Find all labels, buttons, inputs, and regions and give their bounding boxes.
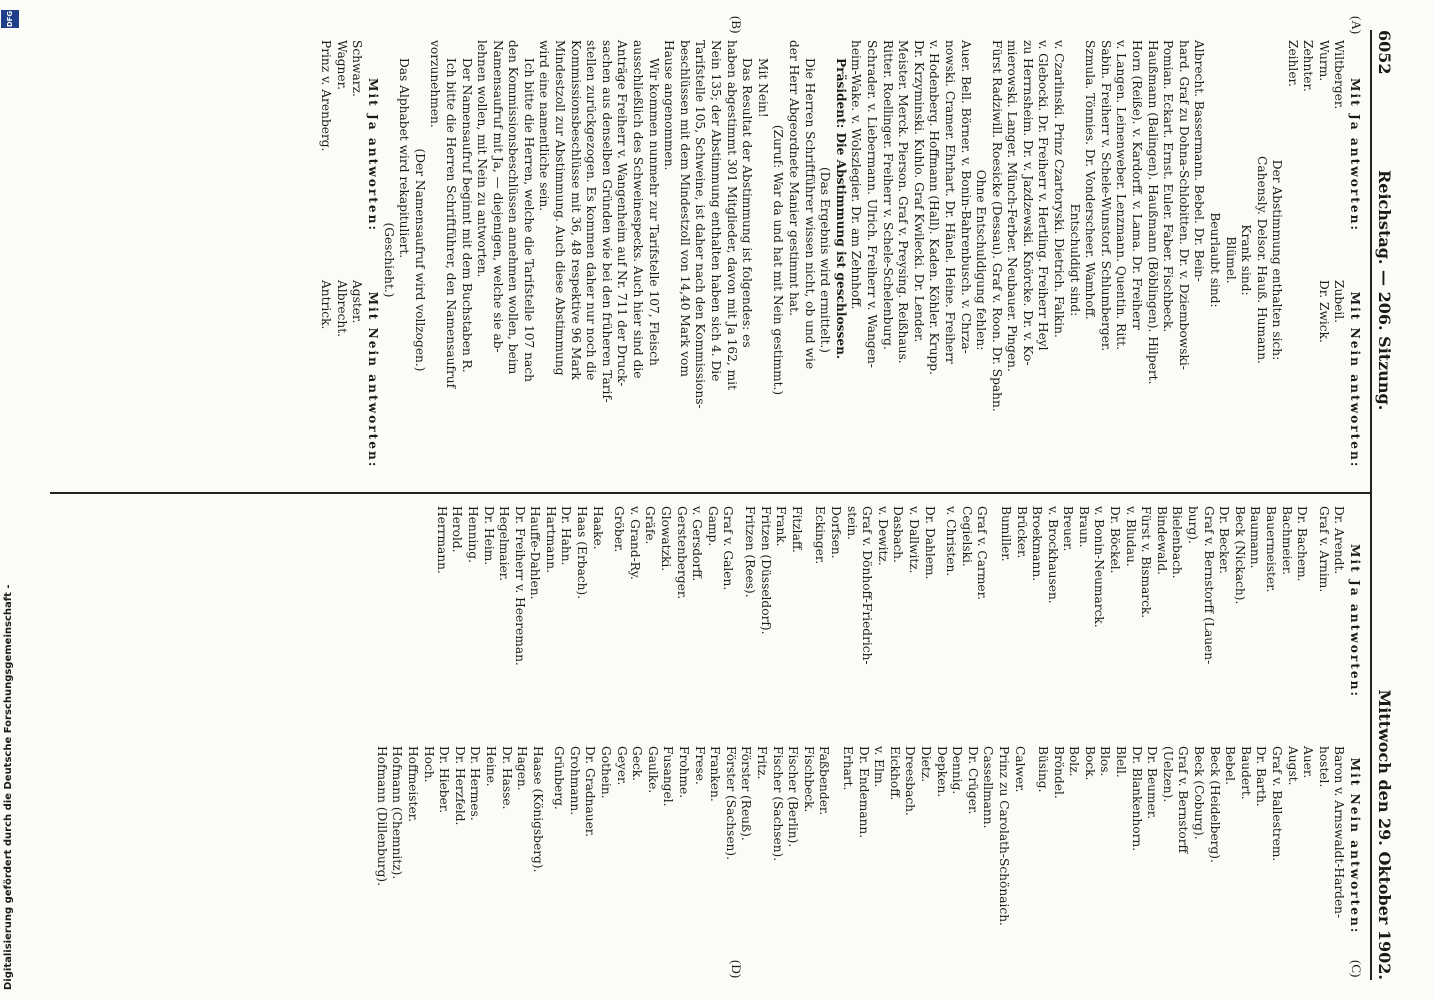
- list-item: Dr. Gradnauer.: [583, 746, 598, 838]
- list-item: Dr. Heim.: [481, 506, 496, 566]
- ja-heading: Mit Ja antworten:: [1348, 543, 1362, 699]
- list-item: Fischer (Sachsen).: [770, 746, 785, 862]
- list-item: Fritzen (Düsseldorf).: [758, 506, 773, 635]
- list-item: Hofmann (Dillenburg).: [374, 746, 389, 887]
- text-line: Albrecht. Bassermann. Bebel. Dr. Bein-: [1192, 40, 1207, 282]
- nein-heading: Mit Nein antworten:: [365, 291, 380, 469]
- ja-list: [433, 506, 1362, 736]
- vacation-heading: Beurlaubt sind:: [1208, 212, 1223, 308]
- list-item: Wurm.: [1316, 40, 1331, 82]
- text-line: wird eine namentliche sein.: [537, 40, 552, 212]
- list-item: Graf v. Ballestrem.: [1270, 746, 1285, 862]
- list-spacer: [937, 506, 943, 736]
- list-item: Herrmann.: [434, 506, 449, 574]
- list-item: Calwer.: [1012, 746, 1027, 793]
- text-line: Auer. Bell. Börner. v. Bonin-Bahrenbusch. v. Chrza-: [958, 40, 973, 354]
- text-line: Mindestzoll zur Abstimmung. Auch diese Abstimmung: [553, 40, 568, 376]
- list-item: Dr. Freiherr v. Heereman.: [512, 506, 527, 666]
- text-line: vorzunehmen.: [428, 40, 443, 128]
- list-item: Prinz v. Arenberg.: [319, 40, 334, 152]
- text-line: heim-Wake. v. Wolszlegier. Dr. am Zehnhoff.: [849, 40, 864, 310]
- list-item: Beck (Nickach).: [1232, 506, 1247, 605]
- list-item: Depken.: [934, 746, 949, 798]
- text-line: Das Resultat der Abstimmung ist folgendes: es: [740, 58, 755, 348]
- list-item: Förster (Sachsen).: [723, 746, 738, 861]
- list-item: Förster (Reuß).: [739, 746, 754, 841]
- list-item: Broekmann.: [1030, 506, 1045, 582]
- list-item: Gothein.: [599, 746, 614, 799]
- text-line: den Kommissionsbeschlüssen annehmen wollen, beim: [506, 40, 521, 375]
- list-item: Herold.: [450, 506, 465, 553]
- text-line: Haußmann (Balingen). Haußmann (Böblingen). Hilpert.: [1145, 40, 1160, 385]
- list-item: Gräfe.: [643, 506, 658, 545]
- list-item: Dr. Endemann.: [856, 746, 871, 839]
- excused-heading: Entschuldigt sind:: [1067, 203, 1082, 317]
- list-item: Dr. Herzfeld.: [452, 746, 467, 826]
- funding-strip: [0, 0, 22, 1000]
- list-item: Dennig.: [950, 746, 965, 795]
- list-item: Hoffmeister.: [405, 746, 420, 823]
- list-item: Dr. Barth.: [1254, 746, 1269, 807]
- text-line: Wir kommen nunmehr zur Tarifstelle 107, Fleisch: [646, 58, 661, 366]
- text-line: Der Namensaufruf beginnt mit dem Buchstaben R.: [459, 58, 474, 373]
- text-line: Meister. Merck. Pierson. Graf v. Preysing. Reißhaus.: [896, 40, 911, 364]
- list-item: Dietz.: [918, 746, 933, 783]
- marker-c: (C): [1349, 960, 1364, 978]
- list-item: Dreesbach.: [903, 746, 918, 816]
- list-item: Albrecht.: [334, 280, 349, 337]
- list-item: Bumiller.: [998, 506, 1013, 562]
- list-item: Zubeil.: [1332, 280, 1347, 324]
- list-item: Graf v. Dönhoff-Friedrich-: [860, 506, 875, 665]
- text-line: Blümel.: [1223, 236, 1238, 284]
- text-line: v. Hodenberg. Hoffmann (Hall). Kaden. Köhler. Krupp.: [927, 40, 942, 375]
- nein-heading: Mit Nein antworten:: [1348, 757, 1362, 935]
- column-rule: [50, 492, 1370, 494]
- list-item: Grohmann.: [567, 746, 582, 816]
- list-item: Augst.: [1285, 746, 1300, 786]
- list-item: Bebel.: [1223, 746, 1238, 785]
- list-item: Dr. Böckel.: [1108, 506, 1123, 574]
- list-item: Fusangel.: [661, 746, 676, 807]
- list-item: stein.: [844, 506, 859, 540]
- list-item: Zeihler.: [1286, 40, 1300, 87]
- list-item: Cegielski.: [959, 506, 974, 567]
- list-item: Frese.: [692, 746, 707, 785]
- list-item: Graf v. Carmer.: [975, 506, 990, 600]
- list-item: Prinz zu Carolath-Schönaich.: [996, 746, 1011, 926]
- text-line: Hause angenommen.: [662, 40, 677, 171]
- list-item: Hartmann.: [543, 506, 558, 574]
- text-line: nowski. Cramer. Ehrhart. Dr. Hänel. Heine. Freiherr: [942, 40, 957, 364]
- funding-note: Digitalisierung gefördert durch die Deutsche Forschungsgemeinschaft -: [3, 584, 14, 990]
- list-item: hostel.: [1316, 746, 1331, 788]
- list-item: Fürst v. Bismarck.: [1139, 506, 1154, 619]
- list-item: Graf v. Bernstorff (Lauen-: [1201, 506, 1216, 665]
- text-line: Namensaufruf mit Ja, — diejenigen, welche sie ab-: [490, 40, 505, 353]
- text-line: Tarifstelle 105, Schweine, ist daher nach den Kommissions-: [693, 40, 708, 409]
- text-line: Schrader. v. Liebermann. Ulrich. Freiherr v. Wangen-: [864, 40, 879, 368]
- list-item: Wagner.: [334, 40, 349, 90]
- nein-list: [373, 746, 1362, 946]
- abstain-heading: Der Abstimmung enthalten sich:: [1270, 159, 1285, 361]
- vote-block-2: [318, 40, 380, 480]
- vote-block-1: [1300, 40, 1362, 480]
- list-item: Braun.: [1076, 506, 1091, 548]
- list-item: Dr. Crüger.: [965, 746, 980, 815]
- list-item: Cassellmann.: [981, 746, 996, 829]
- list-item: Haake.: [590, 506, 605, 550]
- list-item: Dasbach.: [891, 506, 906, 563]
- list-item: Auer.: [1301, 746, 1316, 779]
- list-item: Franken.: [708, 746, 723, 802]
- list-item: Baumann.: [1248, 506, 1263, 569]
- list-item: v. Brockhausen.: [1045, 506, 1060, 604]
- list-item: Graf v. Galen.: [721, 506, 736, 591]
- text-line: Kommissionsbeschlüsse mit 36, 48 respektive 96 Mark: [568, 40, 583, 380]
- list-item: Bachmeier.: [1279, 506, 1294, 576]
- list-item: Brücker.: [1014, 506, 1029, 559]
- list-item: Hegelmaier.: [497, 506, 512, 582]
- list-item: Frohme.: [677, 746, 692, 799]
- header-rule: [1370, 30, 1372, 980]
- marker-a: (A): [1349, 16, 1364, 35]
- text-line: hard. Graf zu Dohna-Schlobitten. Dr. v. Dziembowski-: [1176, 40, 1191, 370]
- list-item: v. Gersdorff.: [690, 506, 705, 582]
- list-item: Dr. Zwick.: [1316, 280, 1331, 343]
- list-item: Gaulke.: [645, 746, 660, 794]
- list-item: Baron v. Arnswaldt-Harden-: [1332, 746, 1347, 919]
- text-line: lehnen wollen, mit Nein zu antworten.: [475, 40, 490, 278]
- list-item: Hofmann (Chemnitz).: [390, 746, 405, 880]
- ja-heading: Mit Ja antworten:: [1348, 77, 1362, 233]
- text-line: Anträge Freiherr v. Wangenheim auf Nr. 711 der Druck-: [615, 40, 630, 387]
- list-item: Graf v. Arnim.: [1316, 506, 1331, 593]
- page-header: [1358, 30, 1394, 980]
- text-line: Sabin. Freiherr v. Schele-Wunstorf. Schlumberger.: [1098, 40, 1113, 352]
- list-item: Bolz.: [1067, 746, 1082, 777]
- list-item: Geyer.: [614, 746, 629, 786]
- nein-heading: Mit Nein antworten:: [1348, 291, 1362, 469]
- list-item: Blell.: [1114, 746, 1129, 778]
- list-item: Dr. Hasse.: [499, 746, 514, 810]
- list-item: v. Grand-Ry.: [627, 506, 642, 580]
- list-item: Faßbender.: [817, 746, 832, 816]
- list-item: Gerstenberger.: [674, 506, 689, 600]
- list-item: v. Bludau.: [1123, 506, 1138, 567]
- list-item: Henning.: [465, 506, 480, 563]
- list-item: Dr. Becker.: [1217, 506, 1232, 574]
- list-item: Haas (Erbach).: [575, 506, 590, 600]
- text-line: v. Langen. Leinenweber. Lenzmann. Quentin. Ritt.: [1114, 40, 1129, 350]
- list-item: Wiltberger.: [1332, 40, 1347, 110]
- list-item: Büsing.: [1036, 746, 1051, 793]
- list-item: Fischbeck.: [801, 746, 816, 813]
- text-line: ausschließlich des Schweinespecks. Auch hier sind die: [631, 40, 646, 379]
- marker-b: (B): [729, 16, 744, 34]
- list-item: Hauffe-Dahlen.: [528, 506, 543, 600]
- list-spacer: [545, 746, 551, 946]
- list-item: Beck (Coburg).: [1192, 746, 1207, 840]
- list-item: Fitzlaff.: [789, 506, 804, 553]
- text-line: v. Czarlinski. Prinz Czartoryski. Dietrich. Falkin.: [1052, 40, 1067, 338]
- list-item: burg).: [1186, 506, 1201, 544]
- unexcused-heading: Ohne Entschuldigung fehlen:: [974, 169, 989, 351]
- list-item: v. Christen.: [944, 506, 959, 577]
- list-item: Beck (Heidelberg).: [1207, 746, 1222, 863]
- list-item: Bindewald.: [1154, 506, 1169, 575]
- text-line: der Herr Abgeordnete Manier gestimmt hat.: [787, 40, 801, 316]
- list-item: Gamp.: [705, 506, 720, 547]
- list-item: Bielenbach.: [1170, 506, 1185, 579]
- list-item: Breuer.: [1061, 506, 1076, 552]
- text-line: Szmula. Tönnies. Dr. Vonderscheer. Wamhoff.: [1083, 40, 1098, 320]
- list-item: Haase (Königsberg).: [530, 746, 545, 873]
- list-item: Blos.: [1098, 746, 1113, 777]
- text-line: mierowski. Langer. Münch-Ferber. Neubauer. Pingen.: [1005, 40, 1020, 372]
- list-item: Bauermeister.: [1264, 506, 1279, 593]
- list-item: Dr. Hahn.: [559, 506, 574, 566]
- left-column: [318, 40, 1362, 480]
- text-line: Mit Nein!: [755, 58, 770, 118]
- text-line: Das Alphabet wird rekapituliert.: [397, 58, 412, 259]
- list-item: Eickhoff.: [887, 746, 902, 801]
- text-line: v. Glebocki. Dr. Freiherr v. Hertling. Freiherr Heyl: [1036, 40, 1051, 351]
- list-item: Dr. Bachem.: [1295, 506, 1310, 582]
- session-title: Reichstag. — 206. Sitzung.: [1375, 170, 1394, 411]
- text-line: Dr. Krzyminski. Kuhlo. Graf Kwilecki. Dr. Lender.: [911, 40, 926, 343]
- list-item: Eckinger.: [813, 506, 828, 565]
- text-line: beschlüssen mit dem Mindestzoll von 14,40 Mark vom: [677, 40, 692, 377]
- text-line: stellen zurückgezogen. Es kommen daher nur noch die: [584, 40, 599, 381]
- list-item: Agster.: [350, 280, 365, 324]
- marker-d: (D): [729, 960, 744, 979]
- list-item: Geck.: [630, 746, 645, 782]
- list-item: Dr. Blankenhorn.: [1129, 746, 1144, 852]
- page-number: 6052: [1375, 30, 1394, 75]
- text-line: (Der Namensaufruf wird vollzogen.): [412, 148, 427, 372]
- result-note: (Das Ergebnis wird ermittelt.): [818, 166, 833, 354]
- list-item: Graf v. Bernstorff: [1176, 746, 1191, 854]
- list-item: Frank.: [774, 506, 789, 547]
- list-item: Fritz.: [755, 746, 770, 780]
- list-item: Erhart.: [841, 746, 855, 791]
- list-item: Schwarz.: [350, 40, 365, 97]
- text-line: (Geschieht.): [381, 222, 396, 298]
- list-item: Dr. Arendt.: [1332, 506, 1347, 575]
- list-item: Dorfsen.: [829, 506, 843, 559]
- list-item: Hagen.: [515, 746, 530, 791]
- list-item: Fritzen (Rees).: [743, 506, 758, 598]
- list-item: Heine.: [483, 746, 498, 787]
- list-item: Bock.: [1082, 746, 1097, 781]
- list-item: v. Dallwitz.: [906, 506, 921, 574]
- text-line: Cahensly. Delsor. Hauß. Humann.: [1254, 156, 1269, 364]
- list-item: (Uelzen).: [1160, 746, 1175, 803]
- text-line: Die Herren Schriftführer wissen nicht, ob und wie: [802, 58, 817, 370]
- list-item: Dr. Dahlem.: [922, 506, 937, 580]
- text-line: zu Herrnsheim. Dr. v. Jazdzewski. Knörcke. Dr. v. Ko-: [1020, 40, 1035, 366]
- list-item: Hoch.: [421, 746, 436, 783]
- list-spacer: [605, 506, 611, 736]
- list-item: Bröndel.: [1051, 746, 1066, 799]
- text-line: Pomian. Eckart. Ernst. Euler. Faber. Fischbeck.: [1161, 40, 1176, 333]
- text-line: (Zuruf: War da und hat mit Nein gestimmt.): [771, 124, 786, 396]
- text-line: Horn (Reiße). v. Kardorff. v. Lama. Dr. Freiherr: [1130, 40, 1145, 330]
- list-item: Antrick.: [319, 280, 334, 330]
- text-line: Ich bitte die Herren Schriftführer, den Namensaufruf: [443, 58, 458, 389]
- text-line: haben abgestimmt 301 Mitglieder, davon mit Ja 162, mit: [724, 40, 739, 390]
- list-item: Fischer (Berlin).: [786, 746, 801, 848]
- text-line: Nein 135; der Abstimmung enthalten haben sich 4. Die: [709, 40, 724, 382]
- text-line: Ich bitte die Herren, welche die Tarifstelle 107 nach: [521, 58, 536, 382]
- list-item: Glowatzki.: [659, 506, 674, 572]
- text-line: sachen aus denselben Gründen wie bei den früheren Tarif-: [599, 40, 614, 403]
- session-date: Mittwoch den 29. Oktober 1902.: [1375, 689, 1394, 980]
- list-item: Dr. Hieber.: [437, 746, 452, 814]
- list-item: Dr. Hermes.: [468, 746, 483, 821]
- dfg-logo: DFG: [1, 10, 19, 28]
- ja-heading: Mit Ja antworten:: [365, 77, 380, 233]
- list-item: Zehnter.: [1301, 40, 1316, 92]
- list-item: v. Bonin-Neumarck.: [1092, 506, 1107, 628]
- text-line: Fürst Radziwill. Roesicke (Dessau). Graf v. Roon. Dr. Spahn.: [989, 40, 1004, 412]
- text-line: Ritter. Roellinger. Freiherr v. Schele-Schelenburg.: [880, 40, 895, 350]
- text-line: Krank sind:: [1239, 224, 1254, 296]
- list-item: Baudert.: [1238, 746, 1253, 800]
- list-item: Grünberg.: [552, 746, 567, 810]
- list-item: v. Dewitz.: [875, 506, 890, 566]
- list-item: v. Elm.: [872, 746, 887, 788]
- list-item: Gröber.: [612, 506, 627, 553]
- list-item: Dr. Beumer.: [1145, 746, 1160, 820]
- president-line: Präsident: Die Abstimmung ist geschlossen.: [833, 58, 848, 360]
